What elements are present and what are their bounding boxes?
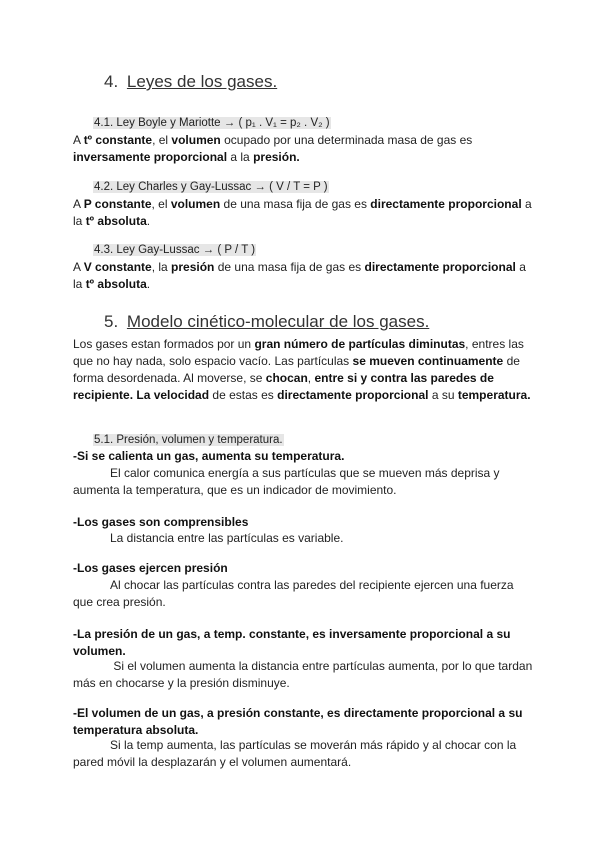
text-run: tº absoluta <box>85 277 147 291</box>
text-run: se mueven continuamente <box>352 354 504 368</box>
text-run: a la <box>73 260 526 291</box>
text-run: A <box>73 260 84 274</box>
text-run: ocupado por una determinada masa de gas es <box>220 133 473 147</box>
section-5-heading <box>104 312 429 332</box>
text-run: A <box>73 133 84 147</box>
law-charles-heading: 4.2. Ley Charles y Gay-Lussac → ( V / T = P ) <box>94 181 328 193</box>
text-run: , la <box>151 260 172 274</box>
text-run: chocan <box>265 371 308 385</box>
text-run: A <box>73 197 84 211</box>
law-gaylussac-text <box>73 259 533 293</box>
section-5-title: Modelo cinético-molecular de los gases. <box>126 312 430 331</box>
text-run: de forma desordenada. Al moverse, se <box>73 354 520 385</box>
text-run: , entres las que no hay nada, solo espacio vacío. Las partículas <box>73 337 524 368</box>
section-4-title: Leyes de los gases. <box>126 72 278 91</box>
text-run: . <box>146 214 151 228</box>
item-2-answer <box>73 530 533 547</box>
text-run: de una masa fija de gas es <box>220 197 371 211</box>
text-run: tº absoluta <box>85 214 147 228</box>
item-5-answer <box>73 737 533 771</box>
text-run: directamente proporcional <box>364 260 516 274</box>
item-1-answer <box>73 465 533 499</box>
text-run: inversamente proporcional <box>73 150 228 164</box>
law-boyle-text <box>73 132 533 166</box>
item-1-question: -Si se calienta un gas, aumenta su temperatura. <box>73 449 345 463</box>
text-run: P constante <box>83 197 152 211</box>
item-2-question: -Los gases son comprensibles <box>73 515 249 529</box>
item-3-answer <box>73 577 533 611</box>
text-run: a la <box>227 150 254 164</box>
item-4-question: -La presión de un gas, a temp. constante, es inversamente proporcional a su volumen. <box>73 627 511 658</box>
text-run: a la <box>73 197 532 228</box>
text-run: volumen <box>170 197 221 211</box>
text-run: de una masa fija de gas es <box>214 260 365 274</box>
section-5-number: 5. <box>104 312 119 331</box>
item-3-question: -Los gases ejercen presión <box>73 561 228 575</box>
item-5-question: -El volumen de un gas, a presión constante, es directamente proporcional a su temperatura absoluta. <box>73 706 523 737</box>
item-3-answer-text: Al chocar las partículas contra las paredes del recipiente ejercen una fuerza que crea presión. <box>73 578 514 609</box>
text-run: presión. <box>253 150 300 164</box>
text-run: , el <box>151 197 171 211</box>
section-4-number: 4. <box>104 72 119 91</box>
text-run: entre si y contra las paredes de recipiente. La velocidad <box>73 371 494 402</box>
item-4-answer <box>73 658 533 692</box>
text-run: directamente proporcional <box>277 388 429 402</box>
law-charles-text <box>73 196 533 230</box>
text-run: de estas es <box>209 388 278 402</box>
text-run: V constante <box>83 260 152 274</box>
section-5-intro <box>73 336 533 404</box>
law-boyle-heading: 4.1. Ley Boyle y Mariotte → ( p₁ . V₁ = p₂ . V₂ ) <box>94 117 330 129</box>
subsection-5-1-heading: 5.1. Presión, volumen y temperatura. <box>94 434 283 446</box>
item-4-answer-text: Si el volumen aumenta la distancia entre partículas aumenta, por lo que tardan más en chocarse y la presión disminuye. <box>73 659 533 690</box>
text-run: tº constante <box>83 133 153 147</box>
text-run: temperatura. <box>457 388 531 402</box>
section-4-heading <box>104 72 277 92</box>
text-run: a su <box>428 388 458 402</box>
item-2-answer-text: La distancia entre las partículas es variable. <box>110 531 344 545</box>
text-run: directamente proporcional <box>370 197 522 211</box>
text-run: , el <box>152 133 172 147</box>
text-run: presión <box>171 260 215 274</box>
item-5-answer-text: Si la temp aumenta, las partículas se moverán más rápido y al chocar con la pared móvil la desplazarán y el volumen aumentará. <box>73 738 517 769</box>
law-gaylussac-heading: 4.3. Ley Gay-Lussac → ( P / T ) <box>94 244 256 256</box>
text-run: volumen <box>171 133 221 147</box>
item-1-answer-text: El calor comunica energía a sus partículas que se mueven más deprisa y aumenta la temperatura, que es un indicador de movimiento. <box>73 466 500 497</box>
text-run: . <box>146 277 151 291</box>
text-run: gran número de partículas diminutas <box>254 337 466 351</box>
text-run: Los gases estan formados por un <box>73 337 255 351</box>
text-run: , <box>307 371 315 385</box>
